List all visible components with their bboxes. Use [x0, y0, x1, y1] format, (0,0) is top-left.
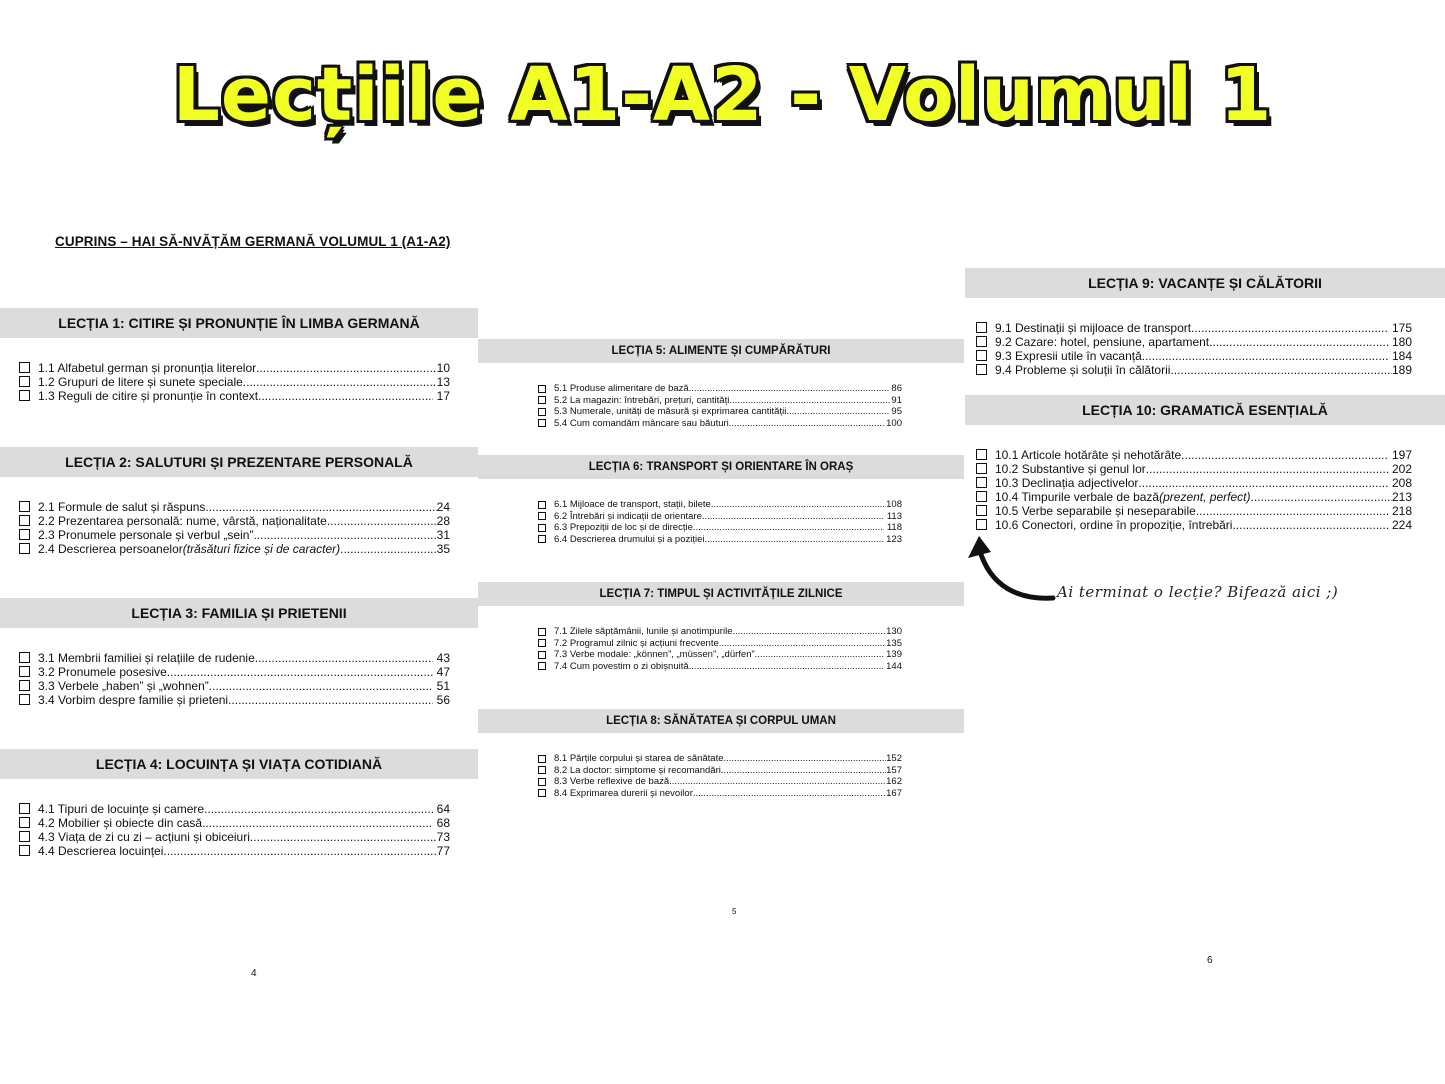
checkbox-icon[interactable] [538, 512, 546, 520]
toc-item-page: 180 [1388, 335, 1412, 349]
lesson-items-list [478, 499, 964, 545]
toc-item-page: 17 [433, 389, 450, 403]
toc-item [19, 389, 450, 403]
toc-item-page: 10 [436, 361, 450, 375]
dot-leader [255, 651, 434, 665]
toc-item-label: 3.3 Verbele „haben” și „wohnen” [38, 679, 209, 693]
toc-item-page: 43 [433, 651, 450, 665]
dot-leader [719, 638, 886, 650]
toc-item-page: 31 [436, 528, 450, 542]
toc-item-page: 100 [883, 417, 902, 429]
toc-item-page: 47 [433, 665, 450, 679]
checkbox-icon[interactable] [538, 778, 546, 786]
toc-item [19, 375, 450, 389]
dot-leader [167, 665, 434, 679]
toc-item-page: 218 [1388, 504, 1412, 518]
dot-leader [669, 776, 886, 788]
toc-item-page: 213 [1391, 490, 1412, 504]
lesson-2 [0, 447, 478, 556]
dot-leader [1232, 518, 1388, 532]
checkbox-icon[interactable] [976, 350, 987, 361]
toc-item [19, 651, 450, 665]
toc-item [19, 528, 450, 542]
checkbox-icon[interactable] [538, 524, 546, 532]
toc-item [976, 448, 1412, 462]
checkbox-icon[interactable] [976, 505, 987, 516]
checkbox-icon[interactable] [19, 845, 30, 856]
toc-item-label: 9.2 Cazare: hotel, pensiune, apartament [995, 335, 1210, 349]
toc-item-label: 8.3 Verbe reflexive de bază [554, 776, 670, 787]
toc-item-label: 6.2 Întrebări și indicații de orientare [554, 510, 702, 522]
checkbox-icon[interactable] [538, 789, 546, 797]
toc-item-page: 175 [1388, 321, 1412, 335]
checkbox-icon[interactable] [19, 376, 30, 387]
dot-leader [1138, 476, 1388, 490]
toc-item-label: 2.1 Formule de salut și răspuns [38, 500, 206, 514]
toc-item-label: 6.4 Descrierea drumului și a poziției [554, 533, 705, 545]
lesson-header: LECȚIA 5: ALIMENTE ȘI CUMPĂRĂTURI [478, 339, 964, 363]
dot-leader [253, 528, 436, 542]
checkbox-icon[interactable] [19, 680, 30, 691]
toc-item [538, 661, 902, 673]
lesson-1 [0, 308, 478, 403]
lesson-items-list [478, 383, 964, 429]
checkbox-icon[interactable] [976, 336, 987, 347]
toc-item-label: 10.5 Verbe separabile și neseparabile [995, 504, 1196, 518]
checkbox-icon[interactable] [538, 419, 546, 427]
toc-item [538, 765, 902, 777]
page-number-left: 4 [251, 968, 257, 979]
toc-item-page: 73 [436, 830, 450, 844]
lesson-3 [0, 598, 478, 707]
checkbox-icon[interactable] [19, 817, 30, 828]
checkbox-icon[interactable] [976, 491, 987, 502]
checkbox-icon[interactable] [538, 501, 546, 509]
toc-item [19, 816, 450, 830]
toc-item-label: 5.4 Cum comandăm mâncare sau băuturi [554, 417, 729, 429]
lesson-items-list [965, 321, 1445, 377]
dot-leader [721, 765, 886, 777]
lesson-9 [965, 268, 1445, 377]
dot-leader [256, 361, 437, 375]
toc-item [976, 349, 1412, 363]
toc-item-label: 9.3 Expresii utile în vacanță [995, 349, 1142, 363]
checkbox-icon[interactable] [19, 543, 30, 554]
checkbox-icon[interactable] [538, 651, 546, 659]
dot-leader [228, 693, 433, 707]
dot-leader [204, 802, 433, 816]
toc-item-label-italic: (trăsături fizice și de caracter) [182, 542, 341, 556]
toc-item-page: 157 [886, 764, 902, 776]
page-title: Lecțiile A1-A2 - Volumul 1 [172, 52, 1273, 138]
dot-leader [1209, 335, 1389, 349]
toc-item [19, 500, 450, 514]
toc-item-label: 5.2 La magazin: întrebări, prețuri, cantități [554, 394, 730, 406]
lesson-header: LECȚIA 8: SĂNĂTATEA ȘI CORPUL UMAN [478, 709, 964, 733]
toc-item-page: 64 [433, 802, 450, 816]
toc-item-page: 68 [433, 816, 450, 830]
lesson-7 [478, 582, 964, 672]
checkbox-icon[interactable] [19, 652, 30, 663]
dot-leader [163, 844, 436, 858]
toc-item-label: 2.3 Pronumele personale și verbul „sein” [38, 528, 254, 542]
toc-item [976, 504, 1412, 518]
lesson-header: LECȚIA 7: TIMPUL ȘI ACTIVITĂȚILE ZILNICE [478, 582, 964, 606]
toc-item-label: 1.1 Alfabetul german și pronunția literelor [38, 361, 257, 375]
toc-item [538, 499, 902, 511]
toc-item [976, 335, 1412, 349]
toc-item [538, 776, 902, 788]
toc-item-label: 9.1 Destinații și mijloace de transport [995, 321, 1192, 335]
page-number-middle: 5 [732, 907, 737, 916]
lesson-items-list [478, 753, 964, 799]
toc-item-page: 91 [891, 394, 902, 406]
toc-item-label-italic: (prezent, perfect) [1159, 490, 1251, 504]
toc-item [976, 363, 1412, 377]
table-of-contents-heading: CUPRINS – HAI SĂ-NVĂȚĂM GERMANĂ VOLUMUL 1 (A1-A2) [55, 234, 451, 249]
toc-item [19, 679, 450, 693]
dot-leader [258, 389, 433, 403]
toc-item [19, 514, 450, 528]
dot-leader [755, 649, 884, 661]
dot-leader [1196, 504, 1389, 518]
toc-item-page: 123 [883, 533, 902, 545]
toc-item-page: 202 [1388, 462, 1412, 476]
toc-item [19, 361, 450, 375]
curved-arrow-icon [965, 528, 1060, 608]
toc-item-page: 224 [1388, 518, 1412, 532]
toc-item-label: 8.4 Exprimarea durerii și nevoilor [554, 787, 693, 799]
toc-item-label: 10.4 Timpurile verbale de bază [995, 490, 1160, 504]
dot-leader [732, 626, 886, 638]
toc-item-page: 95 [888, 406, 902, 417]
toc-item-page: 86 [888, 383, 902, 394]
checkbox-icon[interactable] [976, 449, 987, 460]
toc-item [976, 321, 1412, 335]
dot-leader [704, 534, 883, 546]
toc-item-page: 130 [886, 626, 902, 637]
checkbox-icon[interactable] [19, 362, 30, 373]
toc-item-label: 10.3 Declinația adjectivelor [995, 476, 1139, 490]
toc-item-page: 167 [886, 787, 902, 799]
checkbox-icon[interactable] [538, 662, 546, 670]
toc-item-page: 77 [436, 844, 450, 858]
toc-item-page: 208 [1388, 476, 1412, 490]
checkbox-icon[interactable] [19, 666, 30, 677]
lesson-header: LECȚIA 2: SALUTURI ȘI PREZENTARE PERSONALĂ [0, 447, 478, 477]
toc-item [538, 418, 902, 430]
toc-item-page: 139 [883, 649, 902, 660]
lesson-4 [0, 749, 478, 858]
toc-item-label: 3.2 Pronumele posesive [38, 665, 167, 679]
checkbox-icon[interactable] [976, 322, 987, 333]
checkbox-icon[interactable] [538, 639, 546, 647]
toc-item-page: 189 [1391, 363, 1412, 377]
lesson-items-list [965, 448, 1445, 532]
dot-leader [711, 499, 886, 511]
toc-item-page: 184 [1388, 349, 1412, 363]
checkbox-icon[interactable] [538, 755, 546, 763]
toc-item-label: 10.1 Articole hotărâte și nehotărâte [995, 448, 1182, 462]
lesson-items-list [0, 500, 478, 556]
toc-item-label: 7.3 Verbe modale: „können”, „müssen”, „dürfen” [554, 649, 755, 660]
toc-item [538, 649, 902, 661]
toc-item [538, 383, 902, 395]
lesson-5 [478, 339, 964, 429]
toc-item-label: 8.2 La doctor: simptome și recomandări [554, 764, 721, 776]
toc-item-label: 5.3 Numerale, unități de măsură și exprimarea cantității [554, 406, 787, 417]
checkbox-icon[interactable] [19, 694, 30, 705]
checkbox-icon[interactable] [19, 831, 30, 842]
lesson-10 [965, 395, 1445, 532]
toc-item-label: 1.3 Reguli de citire și pronunție în context [38, 389, 259, 403]
dot-leader [689, 383, 889, 395]
toc-item [538, 753, 902, 765]
toc-item-label: 6.1 Mijloace de transport, stații, bilete [554, 499, 711, 510]
lesson-items-list [0, 802, 478, 858]
dot-leader [205, 500, 436, 514]
toc-item-label: 7.1 Zilele săptămânii, lunile și anotimpurile [554, 626, 733, 637]
toc-item-page: 24 [436, 500, 450, 514]
toc-item [19, 542, 450, 556]
toc-item-page: 35 [436, 542, 450, 556]
toc-item [538, 511, 902, 523]
checkbox-icon[interactable] [19, 501, 30, 512]
lesson-header: LECȚIA 1: CITIRE ȘI PRONUNȚIE ÎN LIMBA GERMANĂ [0, 308, 478, 338]
lesson-items-list [478, 626, 964, 672]
lesson-items-list [0, 651, 478, 707]
checkbox-icon[interactable] [19, 529, 30, 540]
toc-item [19, 844, 450, 858]
dot-leader [693, 522, 884, 534]
toc-item-label: 9.4 Probleme și soluții în călătorii [995, 363, 1171, 377]
toc-item-label: 7.4 Cum povestim o zi obișnuită [554, 660, 689, 672]
dot-leader [209, 679, 434, 693]
checkbox-icon[interactable] [538, 408, 546, 416]
toc-item-page: 135 [886, 637, 902, 649]
toc-item-label: 3.1 Membrii familiei și relațiile de rudenie [38, 651, 255, 665]
toc-item-page: 51 [433, 679, 450, 693]
toc-item-label: 6.3 Prepoziții de loc și de direcție [554, 522, 693, 533]
toc-item-label: 4.3 Viața de zi cu zi – acțiuni și obiceiuri [38, 830, 250, 844]
dot-leader [1250, 490, 1391, 504]
lesson-header: LECȚIA 3: FAMILIA ȘI PRIETENII [0, 598, 478, 628]
checkbox-icon[interactable] [976, 477, 987, 488]
toc-item-page: 113 [884, 510, 902, 522]
dot-leader [1191, 321, 1389, 335]
dot-leader [729, 395, 891, 407]
checkbox-icon[interactable] [19, 390, 30, 401]
checkbox-icon[interactable] [538, 385, 546, 393]
toc-item-label: 4.1 Tipuri de locuințe și camere [38, 802, 205, 816]
toc-item-label: 8.1 Părțile corpului și starea de sănătate [554, 753, 724, 764]
checkbox-hint-note: Ai terminat o lecție? Bifează aici ;) [1057, 583, 1339, 601]
dot-leader [340, 542, 437, 556]
toc-item [538, 626, 902, 638]
dot-leader [1142, 349, 1389, 363]
toc-item [976, 462, 1412, 476]
toc-item [19, 830, 450, 844]
toc-item [538, 638, 902, 650]
toc-item [538, 534, 902, 546]
lesson-header: LECȚIA 4: LOCUINȚA ȘI VIAȚA COTIDIANĂ [0, 749, 478, 779]
checkbox-icon[interactable] [538, 628, 546, 636]
lesson-header: LECȚIA 9: VACANȚE ȘI CĂLĂTORII [965, 268, 1445, 298]
toc-item-label: 2.4 Descrierea persoanelor [38, 542, 183, 556]
toc-item-page: 108 [886, 499, 902, 510]
toc-item-page: 118 [884, 522, 902, 533]
lesson-8 [478, 709, 964, 799]
toc-item-label: 2.2 Prezentarea personală: nume, vârstă, naționalitate [38, 514, 327, 528]
dot-leader [729, 418, 884, 430]
toc-item-page: 152 [886, 753, 902, 764]
toc-item-label: 5.1 Produse alimentare de bază [554, 383, 689, 394]
lesson-header: LECȚIA 10: GRAMATICĂ ESENȚIALĂ [965, 395, 1445, 425]
toc-item [538, 522, 902, 534]
dot-leader [250, 830, 437, 844]
checkbox-icon[interactable] [19, 515, 30, 526]
checkbox-icon[interactable] [19, 803, 30, 814]
toc-item-label: 7.2 Programul zilnic și acțiuni frecvente [554, 637, 719, 649]
toc-item-page: 28 [436, 514, 450, 528]
toc-item [976, 490, 1412, 504]
checkbox-icon[interactable] [976, 463, 987, 474]
checkbox-icon[interactable] [976, 364, 987, 375]
dot-leader [786, 406, 888, 418]
toc-item-page: 56 [433, 693, 450, 707]
toc-item [19, 665, 450, 679]
toc-item-page: 162 [886, 776, 902, 787]
toc-item [19, 693, 450, 707]
dot-leader [702, 511, 884, 523]
toc-item [538, 395, 902, 407]
dot-leader [724, 753, 887, 765]
toc-item-label: 3.4 Vorbim despre familie și prieteni [38, 693, 229, 707]
toc-item-label: 10.6 Conectori, ordine în propoziție, întrebări [995, 518, 1233, 532]
checkbox-icon[interactable] [538, 396, 546, 404]
toc-item [976, 476, 1412, 490]
toc-item-page: 144 [883, 660, 902, 672]
lesson-header: LECȚIA 6: TRANSPORT ȘI ORIENTARE ÎN ORAȘ [478, 455, 964, 479]
lesson-6 [478, 455, 964, 545]
dot-leader [327, 514, 437, 528]
checkbox-icon[interactable] [538, 766, 546, 774]
dot-leader [202, 816, 433, 830]
checkbox-icon[interactable] [538, 535, 546, 543]
dot-leader [693, 788, 886, 800]
toc-item-page: 197 [1388, 448, 1412, 462]
toc-item-label: 10.2 Substantive și genul lor [995, 462, 1146, 476]
dot-leader [1181, 448, 1389, 462]
toc-item-page: 13 [436, 375, 450, 389]
toc-item-label: 1.2 Grupuri de litere și sunete speciale [38, 375, 243, 389]
dot-leader [1146, 462, 1389, 476]
toc-item [538, 406, 902, 418]
dot-leader [243, 375, 437, 389]
dot-leader [689, 661, 884, 673]
toc-item-label: 4.2 Mobilier și obiecte din casă [38, 816, 203, 830]
toc-item [19, 802, 450, 816]
toc-item-label: 4.4 Descrierea locuinței [38, 844, 164, 858]
dot-leader [1170, 363, 1392, 377]
toc-item [538, 788, 902, 800]
lesson-items-list [0, 361, 478, 403]
page-number-right: 6 [1207, 955, 1213, 966]
